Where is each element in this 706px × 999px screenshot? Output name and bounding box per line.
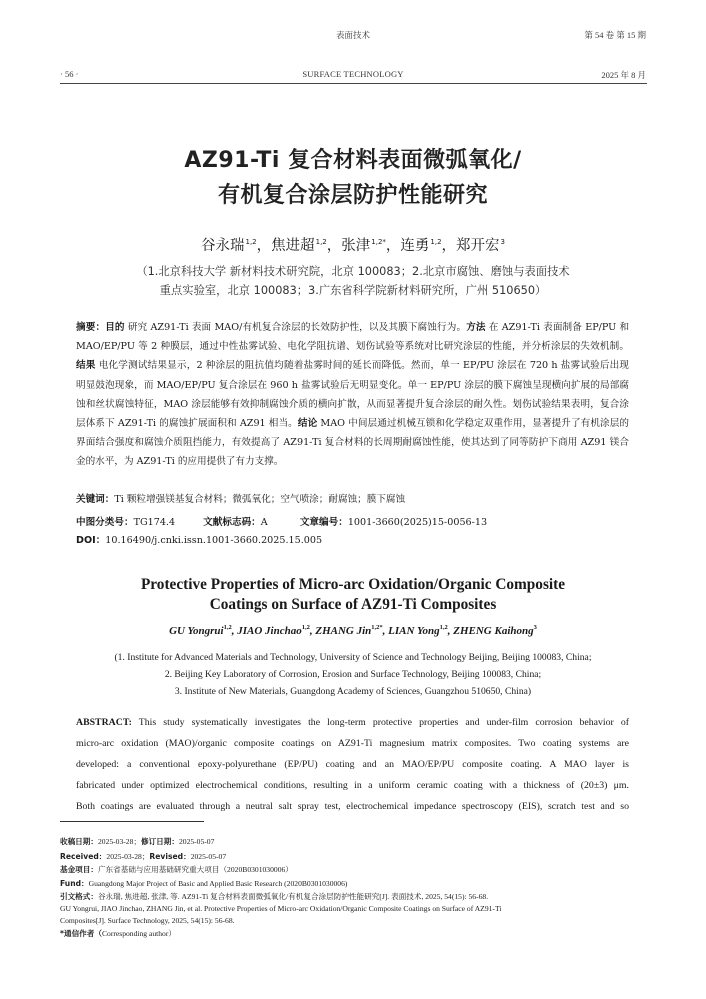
author-en-affil: 1,2* bbox=[371, 624, 383, 631]
author-zh: 谷永瑞 bbox=[200, 238, 245, 254]
author-zh: 连勇 bbox=[400, 238, 430, 254]
author-en-affil: 3 bbox=[533, 624, 537, 631]
corresponding-text: Corresponding author） bbox=[101, 929, 176, 938]
issue-date: 2025 年 8 月 bbox=[601, 70, 646, 80]
abstract-en-line-3: developed: a conventional epoxy-polyurethane (EP/PU) coating and an MAO/EP/PU composite coating. A MAO layer is bbox=[76, 759, 629, 770]
method-label: 方法 bbox=[466, 322, 486, 333]
revised-zh-date: 2025-05-07 bbox=[178, 837, 215, 846]
citation-en-line-1: GU Yongrui, JIAO Jinchao, ZHANG Jin, et al. Protective Properties of Micro-arc Oxidation/Organic Composite Coatings on Surface of AZ91-Ti bbox=[60, 904, 502, 913]
received-zh bbox=[60, 836, 650, 848]
doi-label: DOI： bbox=[76, 535, 106, 546]
author-separator: , bbox=[309, 625, 316, 637]
keywords-label: 关键词： bbox=[76, 494, 115, 505]
citation-zh-text: 谷永瑞, 焦进超, 张津, 等. AZ91-Ti 复合材料表面微弧氧化/有机复合涂层防护性能研究[J]. 表面技术, 2025, 54(15): 56-68. bbox=[97, 892, 489, 901]
fund-en-label: Fund： bbox=[60, 879, 89, 888]
fund-zh-label: 基金项目： bbox=[60, 865, 98, 874]
abstract-en-line-4: fabricated under optimized electrochemical conditions, resulting in a uniform ceramic coating with a thickness of (20±3) μm. bbox=[76, 780, 629, 791]
author-en: ZHENG Kaihong bbox=[453, 625, 534, 637]
author-zh-affil: 1,2 bbox=[430, 238, 442, 246]
clc-value: TG174.4 bbox=[133, 517, 176, 528]
author-separator: , bbox=[447, 625, 454, 637]
citation-zh bbox=[60, 891, 650, 903]
corresponding-label: *通信作者（ bbox=[60, 929, 102, 938]
author-zh-affil: 1,2 bbox=[245, 238, 257, 246]
keywords-text: Ti 颗粒增强镁基复合材料；微弧氧化；空气喷涂；耐腐蚀；膜下腐蚀 bbox=[114, 494, 406, 505]
purpose-text: 研究 AZ91-Ti 表面 MAO/有机复合涂层的长效防护性，以及其膜下腐蚀行为。 bbox=[124, 322, 467, 333]
fund-zh-text: 广东省基础与应用基础研究重大项目（2020B0301030006） bbox=[97, 865, 293, 874]
abstract-zh bbox=[76, 318, 629, 472]
author-separator: , bbox=[231, 625, 238, 637]
author-zh-affil: 1,2* bbox=[371, 238, 386, 246]
author-zh: 郑开宏 bbox=[456, 238, 500, 254]
journal-name-zh: 表面技术 bbox=[335, 30, 370, 40]
title-zh-line-2: 有机复合涂层防护性能研究 bbox=[217, 183, 488, 208]
result-text: 电化学测试结果显示，2 种涂层的阻抗值均随着盐雾时间的延长而降低。然而，单一 EP/PU 涂层在 720 h 盐雾试验后出现明显鼓泡现象，而 MAO/EP/PU 复合涂层在 960 h 盐雾试验后无明显变化。单一 EP/PU 涂层的膜下腐蚀呈现横向扩展的局部腐蚀和丝状腐蚀特征，MAO 涂层能够有效抑制腐蚀介质的横向扩散，从而显著提升复合涂层的耐久性。划伤试验结果表明，复合涂层体系下 AZ91-Ti 的腐蚀扩展面积和 AZ91 相当。 bbox=[76, 360, 629, 430]
affiliation-zh-line-2: 重点实验室，北京 100083；3.广东省科学院新材料研究所，广州 510650） bbox=[159, 284, 547, 297]
author-zh: 张津 bbox=[341, 238, 371, 254]
keywords-zh bbox=[76, 491, 629, 505]
revised-en-date: 2025-05-07 bbox=[190, 852, 227, 861]
author-zh-affil: 3 bbox=[500, 238, 506, 246]
abstract-en-label: ABSTRACT: bbox=[76, 717, 132, 728]
affiliation-en-line-2: 2. Beijing Key Laboratory of Corrosion, Erosion and Surface Technology, Beijing 100083, China; bbox=[164, 669, 542, 680]
author-separator: ， bbox=[256, 238, 272, 254]
purpose-label: 目的 bbox=[105, 322, 125, 333]
authors-en bbox=[0, 624, 706, 637]
author-separator: ， bbox=[326, 238, 342, 254]
author-separator: , bbox=[382, 625, 389, 637]
article-id-value: 1001-3660(2025)15-0056-13 bbox=[347, 517, 488, 528]
revised-en-label: Revised： bbox=[149, 852, 191, 861]
author-en: LIAN Yong bbox=[388, 625, 440, 637]
corresponding-author bbox=[60, 928, 650, 940]
revised-zh-label: 修订日期： bbox=[141, 837, 179, 846]
conclusion-text: MAO 中间层通过机械互锁和化学稳定双重作用，显著提升了有机涂层的界面结合强度和腐蚀介质阻挡能力，有效提高了 AZ91-Ti 复合材料的长周期耐腐蚀性能，使其达到了同等防护下商用 AZ91 镁合金的水平，为 AZ91-Ti 的应用提供了有力支撑。 bbox=[76, 418, 630, 468]
title-en-line-2: Coatings on Surface of AZ91-Ti Composites bbox=[209, 596, 497, 613]
doi-line bbox=[76, 532, 629, 546]
affiliation-en-line-1: (1. Institute for Advanced Materials and Technology, University of Science and Technology Beijing, Beijing 100083, China; bbox=[114, 652, 592, 663]
fund-zh bbox=[60, 864, 650, 876]
author-zh-affil: 1,2 bbox=[315, 238, 327, 246]
citation-zh-label: 引文格式： bbox=[60, 892, 98, 901]
doi-value: 10.16490/j.cnki.issn.1001-3660.2025.15.005 bbox=[105, 535, 323, 546]
classification-line bbox=[76, 514, 629, 528]
author-en-affil: 1,2 bbox=[439, 624, 448, 631]
abstract-en-line-5: Both coatings are evaluated through a neutral salt spray test, electrochemical impedance spectroscopy (EIS), scratch test and so bbox=[76, 801, 629, 812]
authors-zh bbox=[0, 234, 706, 255]
fund-en-text: Guangdong Major Project of Basic and Applied Basic Research (2020B0301030006) bbox=[88, 879, 348, 888]
author-en: GU Yongrui bbox=[169, 625, 224, 637]
footnote-rule bbox=[60, 821, 204, 822]
received-zh-label: 收稿日期： bbox=[60, 837, 98, 846]
result-label: 结果 bbox=[76, 360, 96, 372]
doc-code-label: 文献标志码： bbox=[203, 517, 261, 528]
author-en-affil: 1,2 bbox=[223, 624, 232, 631]
author-separator: ， bbox=[385, 238, 401, 254]
affiliation-zh-line-1: （1.北京科技大学 新材料技术研究院，北京 100083；2.北京市腐蚀、磨蚀与表面技术 bbox=[136, 265, 570, 278]
received-zh-date: 2025-03-28； bbox=[97, 837, 141, 846]
volume-issue: 第 54 卷 第 15 期 bbox=[584, 30, 646, 40]
received-en bbox=[60, 851, 650, 863]
method-text: 在 AZ91-Ti 表面制备 EP/PU 和 MAO/EP/PU 等 2 种膜层，通过中性盐雾试验、电化学阻抗谱、划伤试验等系统对比研究涂层的性能，并分析涂层的失效机制。 bbox=[76, 322, 630, 353]
conclusion-label: 结论 bbox=[297, 418, 318, 430]
author-en: ZHANG Jin bbox=[315, 625, 372, 637]
affiliation-en-line-3: 3. Institute of New Materials, Guangdong Academy of Sciences, Guangzhou 510650, China) bbox=[174, 686, 532, 697]
received-en-label: Received： bbox=[60, 852, 107, 861]
page-number: · 56 · bbox=[60, 69, 79, 79]
fund-en bbox=[60, 878, 650, 890]
citation-en-line-2: Composites[J]. Surface Technology, 2025, 54(15): 56-68. bbox=[60, 916, 235, 925]
clc-label: 中图分类号： bbox=[76, 517, 134, 528]
doc-code-value: A bbox=[260, 517, 268, 528]
author-en: JIAO Jinchao bbox=[237, 625, 302, 637]
abstract-en-line-1 bbox=[76, 713, 629, 733]
author-zh: 焦进超 bbox=[271, 238, 315, 254]
author-separator: ， bbox=[441, 238, 457, 254]
header-rule bbox=[60, 83, 647, 84]
journal-name-en: SURFACE TECHNOLOGY bbox=[302, 69, 404, 79]
abstract-en-text: This study systematically investigates the long-term protective properties and under-film corrosion behavior of bbox=[131, 717, 629, 728]
article-id-label: 文章编号： bbox=[299, 517, 348, 528]
author-en-affil: 1,2 bbox=[301, 624, 310, 631]
received-en-date: 2025-03-28； bbox=[106, 852, 150, 861]
title-zh-line-1: AZ91-Ti 复合材料表面微弧氧化/ bbox=[184, 148, 522, 173]
title-en-line-1: Protective Properties of Micro-arc Oxidation/Organic Composite bbox=[140, 576, 566, 593]
abstract-en-line-2: micro-arc oxidation (MAO)/organic composite coatings on AZ91-Ti magnesium matrix composites. Two coating systems are bbox=[76, 738, 629, 749]
abstract-zh-label: 摘要： bbox=[76, 322, 106, 333]
